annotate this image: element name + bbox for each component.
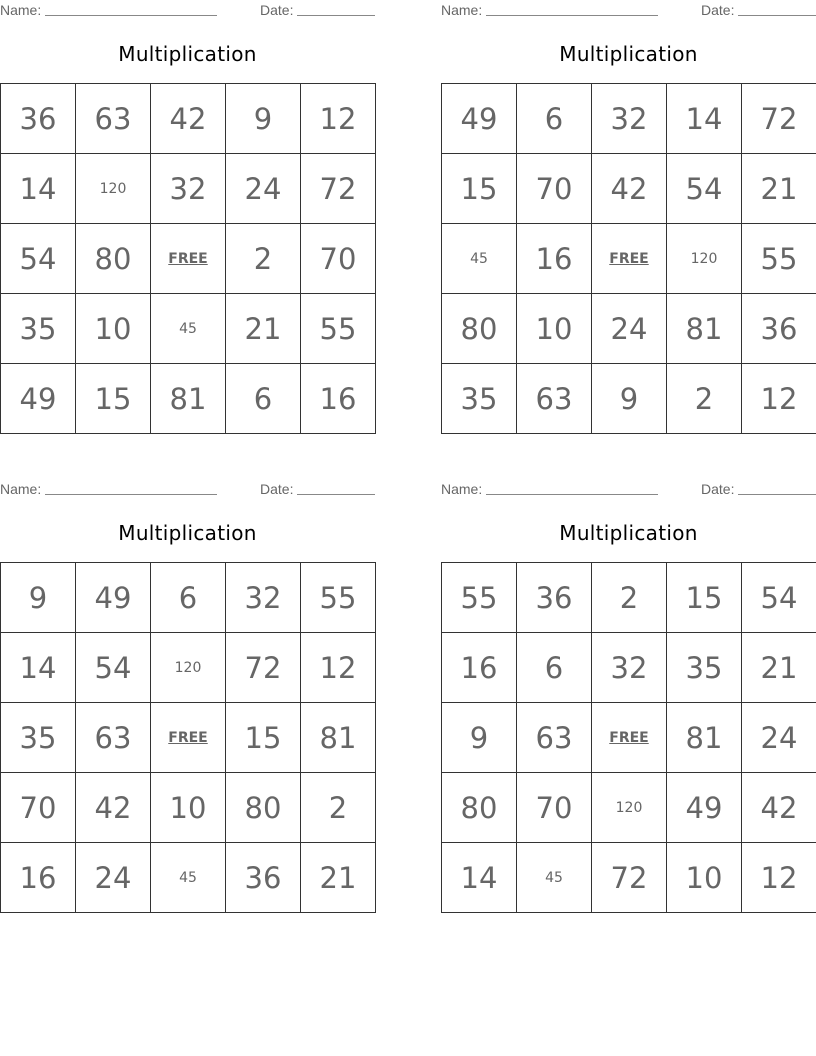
bingo-card-3 bbox=[0, 479, 375, 911]
grid-cell: 81 bbox=[301, 703, 376, 773]
name-field[interactable] bbox=[45, 494, 217, 495]
grid-cell: 36 bbox=[517, 563, 592, 633]
grid-cell: 45 bbox=[151, 294, 226, 364]
grid-cell: 63 bbox=[76, 703, 151, 773]
grid-cell: 24 bbox=[742, 703, 816, 773]
grid-cell: 21 bbox=[301, 843, 376, 913]
grid-cell: 70 bbox=[517, 773, 592, 843]
grid-cell: 54 bbox=[1, 224, 76, 294]
grid-cell: 42 bbox=[76, 773, 151, 843]
card-title: Multiplication bbox=[118, 42, 257, 66]
card-header bbox=[441, 479, 816, 499]
grid-cell: 15 bbox=[76, 364, 151, 434]
bingo-card-4 bbox=[441, 479, 816, 911]
bingo-grid bbox=[0, 562, 376, 913]
grid-cell: 70 bbox=[1, 773, 76, 843]
grid-cell: 49 bbox=[667, 773, 742, 843]
grid-row bbox=[442, 224, 816, 294]
grid-cell: 12 bbox=[742, 364, 816, 434]
grid-cell: 35 bbox=[1, 703, 76, 773]
grid-cell: 42 bbox=[151, 84, 226, 154]
name-field[interactable] bbox=[486, 15, 658, 16]
bingo-grid bbox=[0, 83, 376, 434]
grid-cell: 15 bbox=[667, 563, 742, 633]
grid-row bbox=[442, 563, 816, 633]
grid-row bbox=[1, 773, 376, 843]
grid-row bbox=[442, 364, 816, 434]
grid-row bbox=[1, 703, 376, 773]
grid-row bbox=[1, 294, 376, 364]
grid-cell: 12 bbox=[301, 84, 376, 154]
grid-cell: 9 bbox=[442, 703, 517, 773]
name-label: Name: bbox=[441, 2, 483, 18]
grid-cell: 14 bbox=[442, 843, 517, 913]
grid-cell: 55 bbox=[301, 294, 376, 364]
grid-row bbox=[1, 154, 376, 224]
grid-cell: 32 bbox=[151, 154, 226, 224]
grid-cell: 49 bbox=[1, 364, 76, 434]
grid-cell: 12 bbox=[301, 633, 376, 703]
grid-cell: 63 bbox=[517, 703, 592, 773]
grid-cell: 16 bbox=[442, 633, 517, 703]
grid-cell: 14 bbox=[1, 633, 76, 703]
grid-cell: 15 bbox=[442, 154, 517, 224]
grid-row bbox=[1, 633, 376, 703]
date-field[interactable] bbox=[297, 494, 375, 495]
free-space: FREE bbox=[151, 703, 226, 773]
grid-row bbox=[442, 633, 816, 703]
grid-cell: 42 bbox=[592, 154, 667, 224]
grid-cell: 10 bbox=[76, 294, 151, 364]
grid-cell: 80 bbox=[442, 294, 517, 364]
grid-cell: 2 bbox=[667, 364, 742, 434]
grid-cell: 81 bbox=[667, 294, 742, 364]
grid-cell: 49 bbox=[76, 563, 151, 633]
name-label: Name: bbox=[0, 2, 42, 18]
grid-cell: 32 bbox=[592, 633, 667, 703]
card-title: Multiplication bbox=[559, 521, 698, 545]
grid-cell: 45 bbox=[517, 843, 592, 913]
free-space: FREE bbox=[592, 224, 667, 294]
grid-cell: 16 bbox=[1, 843, 76, 913]
grid-row bbox=[442, 294, 816, 364]
grid-row bbox=[442, 154, 816, 224]
grid-cell: 54 bbox=[742, 563, 816, 633]
grid-cell: 55 bbox=[301, 563, 376, 633]
grid-cell: 36 bbox=[1, 84, 76, 154]
grid-cell: 80 bbox=[226, 773, 301, 843]
grid-cell: 36 bbox=[226, 843, 301, 913]
date-field[interactable] bbox=[738, 494, 816, 495]
bingo-card-2 bbox=[441, 0, 816, 432]
card-header bbox=[441, 0, 816, 20]
grid-cell: 6 bbox=[517, 633, 592, 703]
name-label: Name: bbox=[0, 481, 42, 497]
grid-cell: 15 bbox=[226, 703, 301, 773]
grid-cell: 120 bbox=[592, 773, 667, 843]
grid-cell: 120 bbox=[76, 154, 151, 224]
grid-cell: 70 bbox=[301, 224, 376, 294]
grid-cell: 45 bbox=[151, 843, 226, 913]
grid-cell: 80 bbox=[442, 773, 517, 843]
grid-cell: 54 bbox=[76, 633, 151, 703]
grid-cell: 14 bbox=[667, 84, 742, 154]
grid-cell: 120 bbox=[667, 224, 742, 294]
grid-row bbox=[442, 773, 816, 843]
grid-row bbox=[442, 703, 816, 773]
grid-cell: 63 bbox=[517, 364, 592, 434]
grid-cell: 24 bbox=[226, 154, 301, 224]
name-field[interactable] bbox=[486, 494, 658, 495]
grid-cell: 80 bbox=[76, 224, 151, 294]
grid-cell: 35 bbox=[442, 364, 517, 434]
grid-cell: 16 bbox=[301, 364, 376, 434]
grid-cell: 72 bbox=[592, 843, 667, 913]
free-space: FREE bbox=[151, 224, 226, 294]
grid-cell: 35 bbox=[1, 294, 76, 364]
grid-cell: 16 bbox=[517, 224, 592, 294]
grid-cell: 24 bbox=[592, 294, 667, 364]
grid-cell: 32 bbox=[226, 563, 301, 633]
grid-cell: 55 bbox=[742, 224, 816, 294]
grid-row bbox=[1, 843, 376, 913]
grid-cell: 24 bbox=[76, 843, 151, 913]
grid-row bbox=[442, 843, 816, 913]
bingo-grid bbox=[441, 562, 816, 913]
grid-cell: 36 bbox=[742, 294, 816, 364]
grid-cell: 6 bbox=[226, 364, 301, 434]
grid-cell: 55 bbox=[442, 563, 517, 633]
name-label: Name: bbox=[441, 481, 483, 497]
grid-cell: 81 bbox=[667, 703, 742, 773]
grid-cell: 2 bbox=[592, 563, 667, 633]
grid-cell: 81 bbox=[151, 364, 226, 434]
date-label: Date: bbox=[701, 2, 735, 18]
grid-cell: 70 bbox=[517, 154, 592, 224]
grid-cell: 120 bbox=[151, 633, 226, 703]
grid-row bbox=[442, 84, 816, 154]
name-field[interactable] bbox=[45, 15, 217, 16]
grid-cell: 2 bbox=[226, 224, 301, 294]
grid-row bbox=[1, 563, 376, 633]
grid-cell: 42 bbox=[742, 773, 816, 843]
grid-row bbox=[1, 84, 376, 154]
bingo-card-1 bbox=[0, 0, 375, 432]
grid-cell: 9 bbox=[592, 364, 667, 434]
date-label: Date: bbox=[260, 2, 294, 18]
card-header bbox=[0, 0, 375, 20]
card-title: Multiplication bbox=[559, 42, 698, 66]
card-title: Multiplication bbox=[118, 521, 257, 545]
grid-cell: 9 bbox=[226, 84, 301, 154]
grid-cell: 72 bbox=[742, 84, 816, 154]
grid-cell: 12 bbox=[742, 843, 816, 913]
grid-cell: 9 bbox=[1, 563, 76, 633]
grid-cell: 35 bbox=[667, 633, 742, 703]
grid-cell: 2 bbox=[301, 773, 376, 843]
date-label: Date: bbox=[701, 481, 735, 497]
grid-cell: 10 bbox=[151, 773, 226, 843]
grid-cell: 21 bbox=[742, 154, 816, 224]
grid-cell: 45 bbox=[442, 224, 517, 294]
date-field[interactable] bbox=[738, 15, 816, 16]
grid-cell: 6 bbox=[151, 563, 226, 633]
grid-cell: 10 bbox=[517, 294, 592, 364]
grid-cell: 49 bbox=[442, 84, 517, 154]
date-label: Date: bbox=[260, 481, 294, 497]
grid-cell: 63 bbox=[76, 84, 151, 154]
grid-cell: 21 bbox=[226, 294, 301, 364]
grid-cell: 54 bbox=[667, 154, 742, 224]
grid-cell: 72 bbox=[301, 154, 376, 224]
grid-cell: 10 bbox=[667, 843, 742, 913]
bingo-grid bbox=[441, 83, 816, 434]
date-field[interactable] bbox=[297, 15, 375, 16]
grid-cell: 72 bbox=[226, 633, 301, 703]
grid-cell: 32 bbox=[592, 84, 667, 154]
grid-cell: 14 bbox=[1, 154, 76, 224]
grid-cell: 6 bbox=[517, 84, 592, 154]
grid-cell: 21 bbox=[742, 633, 816, 703]
card-header bbox=[0, 479, 375, 499]
free-space: FREE bbox=[592, 703, 667, 773]
grid-row bbox=[1, 364, 376, 434]
grid-row bbox=[1, 224, 376, 294]
